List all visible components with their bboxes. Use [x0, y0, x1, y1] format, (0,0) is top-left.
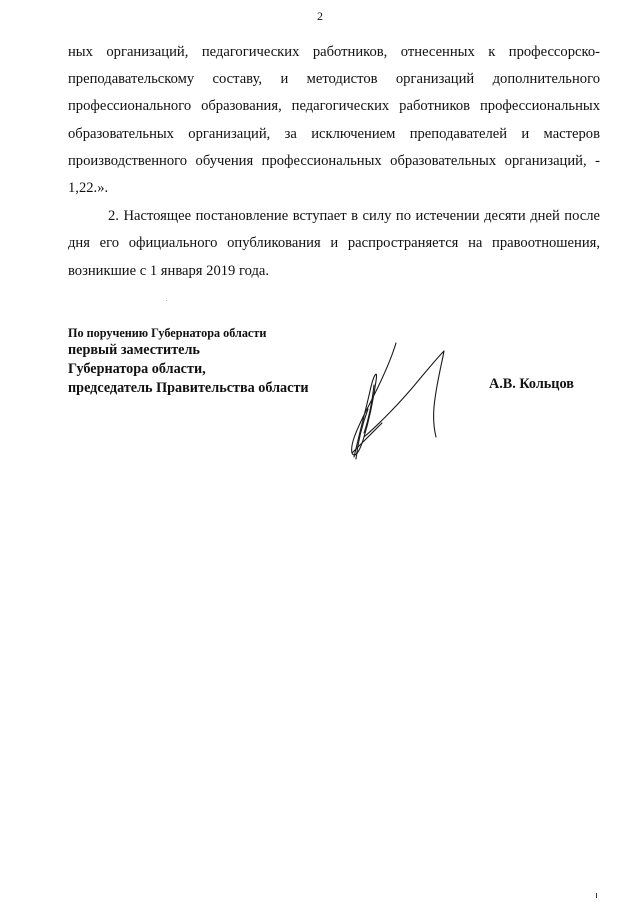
handwritten-signature [338, 333, 463, 463]
paragraph-continuation: ных организаций, педагогических работников, отнесенных к профессорско-преподавательскому составу, и методистов организаций дополнительного профессионального образования, педагогических работников профессиональных образовательных организаций, за исключением преподавателей и мастеров производственного обучения профессиональных образовательных организаций, - 1,22.». [68, 44, 600, 197]
scan-speck [166, 300, 167, 301]
signatory-name: А.В. Кольцов [489, 376, 574, 392]
scan-edge-mark [596, 893, 597, 898]
page-number: 2 [317, 9, 323, 23]
signatory-title-block [68, 325, 368, 398]
signatory-line-2: первый заместитель [68, 342, 200, 358]
signatory-line-1: По поручению Губернатора области [68, 326, 267, 340]
signatory-line-4: председатель Правительства области [68, 380, 309, 396]
paragraph-2: 2. Настоящее постановление вступает в силу по истечении десяти дней после дня его официального опубликования и распространяется на правоотношения, возникшие с 1 января 2019 года. [68, 208, 600, 279]
document-body [68, 39, 600, 285]
signatory-line-3: Губернатора области, [68, 361, 206, 377]
